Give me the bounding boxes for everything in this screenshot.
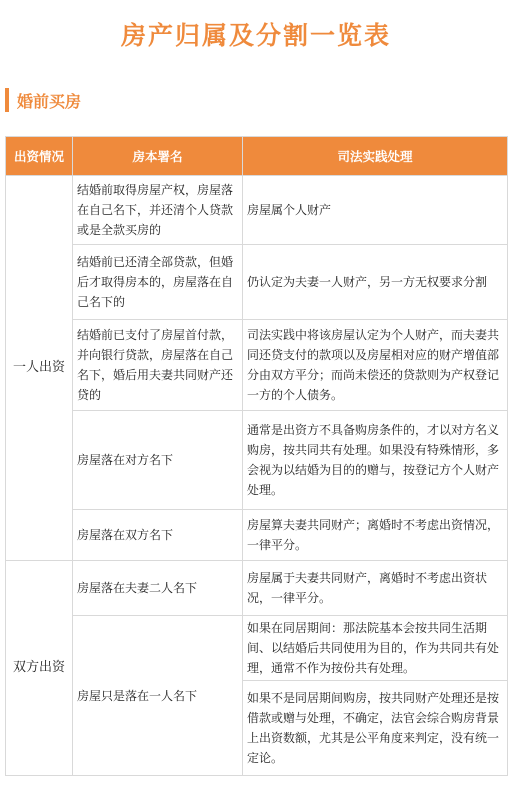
title-holder-cell: 房屋落在对方名下 xyxy=(73,411,243,510)
header-judicial-practice: 司法实践处理 xyxy=(243,137,508,176)
property-table xyxy=(5,136,508,776)
title-holder-cell: 结婚前取得房屋产权，房屋落在自己名下，并还清个人贷款或是全款买房的 xyxy=(73,176,243,245)
section-title: 婚前买房 xyxy=(17,91,82,111)
table-row xyxy=(6,176,508,245)
header-title-holder: 房本署名 xyxy=(73,137,243,176)
treatment-cell: 如果在同居期间：那法院基本会按共同生活期间、以结婚后共同使用为目的，作为共同共有处理，通常不作为按份共有处理。 xyxy=(243,616,508,681)
title-holder-cell: 结婚前已还清全部贷款，但婚后才取得房本的，房屋落在自己名下的 xyxy=(73,245,243,320)
treatment-cell: 房屋属于夫妻共同财产，离婚时不考虑出资状况，一律平分。 xyxy=(243,561,508,616)
title-holder-cell: 房屋只是落在一人名下 xyxy=(73,616,243,776)
title-holder-cell: 结婚前已支付了房屋首付款，并向银行贷款，房屋落在自己名下，婚后用夫妻共同财产还贷的 xyxy=(73,320,243,411)
group-label-joint-funding: 双方出资 xyxy=(6,561,73,776)
group-label-single-funding: 一人出资 xyxy=(6,176,73,561)
treatment-cell: 司法实践中将该房屋认定为个人财产，而夫妻共同还贷支付的款项以及房屋相对应的财产增值部分由双方平分；而尚未偿还的贷款则为产权登记一方的个人债务。 xyxy=(243,320,508,411)
table-header-row xyxy=(6,137,508,176)
header-funding: 出资情况 xyxy=(6,137,73,176)
treatment-cell: 房屋算夫妻共同财产；离婚时不考虑出资情况，一律平分。 xyxy=(243,510,508,561)
table-row xyxy=(6,561,508,616)
table-row xyxy=(6,320,508,411)
treatment-cell: 房屋属个人财产 xyxy=(243,176,508,245)
title-holder-cell: 房屋落在双方名下 xyxy=(73,510,243,561)
treatment-cell: 如果不是同居期间购房，按共同财产处理还是按借款或赠与处理，不确定，法官会综合购房背景上出资数额，尤其是公平角度来判定，没有统一定论。 xyxy=(243,681,508,776)
title-holder-cell: 房屋落在夫妻二人名下 xyxy=(73,561,243,616)
table-row xyxy=(6,245,508,320)
section-accent-bar xyxy=(5,88,9,112)
section-header xyxy=(5,87,81,113)
table-row xyxy=(6,411,508,510)
treatment-cell: 通常是出资方不具备购房条件的，才以对方名义购房，按共同共有处理。如果没有特殊情形，多会视为以结婚为目的的赠与，按登记方个人财产处理。 xyxy=(243,411,508,510)
treatment-cell: 仍认定为夫妻一人财产，另一方无权要求分割 xyxy=(243,245,508,320)
table-row xyxy=(6,616,508,681)
table-row xyxy=(6,510,508,561)
page-title: 房产归属及分割一览表 xyxy=(120,21,391,50)
